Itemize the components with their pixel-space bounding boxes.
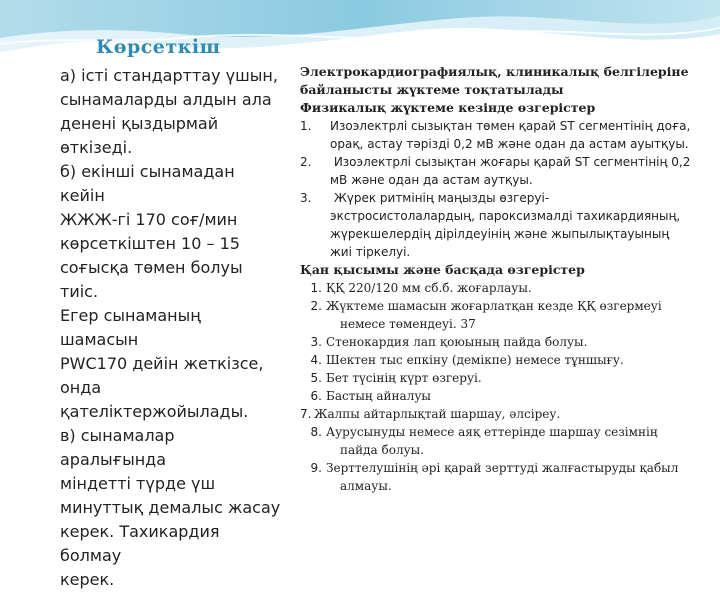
left-line: керек. Тахикардия болмау <box>60 522 220 565</box>
item-text <box>326 333 718 351</box>
item-line: Стенокардия лап қоюының пайда болуы. <box>326 335 588 349</box>
pressure-heading: Қан қысымы және басқада өзгерістер <box>300 262 585 277</box>
item-line: ҚҚ 220/120 мм сб.б. жоғарлауы. <box>326 281 532 295</box>
list-item <box>300 369 718 387</box>
item-line: Жүктеме шамасын жоғарлатқан кезде ҚҚ өзгермеуі <box>326 299 662 313</box>
physical-heading: Физикалық жүктеме кезінде өзгерістер <box>300 100 596 115</box>
item-text <box>326 297 718 333</box>
left-line: в) сынамалар аралығында <box>60 426 175 469</box>
item-line: пайда болуы. <box>340 443 425 457</box>
item-number: 2. <box>310 299 322 313</box>
item-text <box>314 405 718 423</box>
left-line: PWC170 дейін жеткізсе, <box>60 354 264 373</box>
item-number: 8. <box>310 425 322 439</box>
left-body <box>60 64 282 592</box>
item-number: 4. <box>310 353 322 367</box>
item-number: 7. <box>300 407 312 421</box>
item-line: Зерттелушінің әрі қарай зерттуді жалғастыруды қабыл <box>326 461 679 475</box>
item-line: экстросистолалардың, пароксизмалді тахикардияның, <box>330 209 681 223</box>
item-number: 2. <box>300 155 312 169</box>
item-number: 6. <box>310 389 322 403</box>
item-text <box>326 369 718 387</box>
item-line: алмауы. <box>340 479 392 493</box>
physical-list <box>300 117 718 261</box>
item-line: мВ және одан да астам аутқуы. <box>330 173 533 187</box>
list-item <box>300 459 718 495</box>
left-line: соғысқа төмен болуы тиіс. <box>60 258 243 301</box>
item-number: 3. <box>300 191 312 205</box>
item-text <box>326 459 718 495</box>
item-text <box>326 423 718 459</box>
right-column <box>300 63 718 495</box>
item-number: 9. <box>310 461 322 475</box>
item-line: орақ, астау тәрізді 0,2 мВ және одан да астам ауытқуы. <box>330 137 689 151</box>
left-line: минуттық демалыс жасау <box>60 498 281 517</box>
item-line: Жүрек ритмінің маңызды өзгеруі- <box>330 191 550 205</box>
left-line: Егер сынаманың шамасын <box>60 306 201 349</box>
left-line: а) істі стандарттау үшын, <box>60 66 278 85</box>
left-line: керек. <box>60 570 115 589</box>
item-line: Бастың айналуы <box>326 389 431 403</box>
left-line: б) екінші сынамадан кейін <box>60 162 235 205</box>
item-line: жиі тіркелуі. <box>330 245 411 259</box>
item-line: Изоэлектрлі сызықтан жоғары қарай ST сегментінің 0,2 <box>330 155 691 169</box>
list-item <box>300 333 718 351</box>
left-line: денені қыздырмай өткізеді. <box>60 114 219 157</box>
list-item <box>300 351 718 369</box>
item-text <box>326 351 718 369</box>
list-item <box>300 279 718 297</box>
left-line: онда қателіктержойылады. <box>60 378 249 421</box>
item-text <box>326 387 718 405</box>
item-text <box>330 153 690 189</box>
list-item <box>300 387 718 405</box>
item-number: 5. <box>310 371 322 385</box>
left-line: көрсеткіштен 10 – 15 <box>60 234 240 253</box>
item-line: Изоэлектрлі сызықтан төмен қарай ST сегментінің доға, <box>330 119 691 133</box>
item-line: Шектен тыс епкіну (демікпе) немесе тұншығу. <box>326 353 624 367</box>
section-heading: Электрокардиографиялық, клиникалық белгілеріне <box>300 64 689 79</box>
slide-title: Көрсеткіш <box>96 36 221 58</box>
item-line: Аурусынуды немесе аяқ еттерінде шаршау сезімнің <box>326 425 658 439</box>
item-number: 3. <box>310 335 322 349</box>
list-item <box>300 117 718 153</box>
item-line: жүрекшелердің дірілдеуінің және жыпылықтауының <box>330 227 670 241</box>
item-line: Бет түсінің күрт өзгеруі. <box>326 371 482 385</box>
item-line: Жалпы айтарлықтай шаршау, әлсіреу. <box>314 407 561 421</box>
list-item <box>300 423 718 459</box>
list-item <box>300 405 718 423</box>
left-line: міндетті түрде үш <box>60 474 216 493</box>
pressure-list <box>300 279 718 495</box>
list-item <box>300 189 718 261</box>
item-line: немесе төмендеуі. 37 <box>340 317 476 331</box>
item-number: 1. <box>310 281 322 295</box>
left-column <box>60 36 282 592</box>
item-text <box>330 189 680 261</box>
item-number: 1. <box>300 119 312 133</box>
left-line: сынамаларды алдын ала <box>60 90 272 109</box>
section-heading: байланысты жүктеме тоқтатылады <box>300 82 564 97</box>
left-line: ЖЖЖ-гі 170 соғ/мин <box>60 210 238 229</box>
list-item <box>300 153 718 189</box>
item-text <box>326 279 718 297</box>
item-text <box>330 117 690 153</box>
list-item <box>300 297 718 333</box>
